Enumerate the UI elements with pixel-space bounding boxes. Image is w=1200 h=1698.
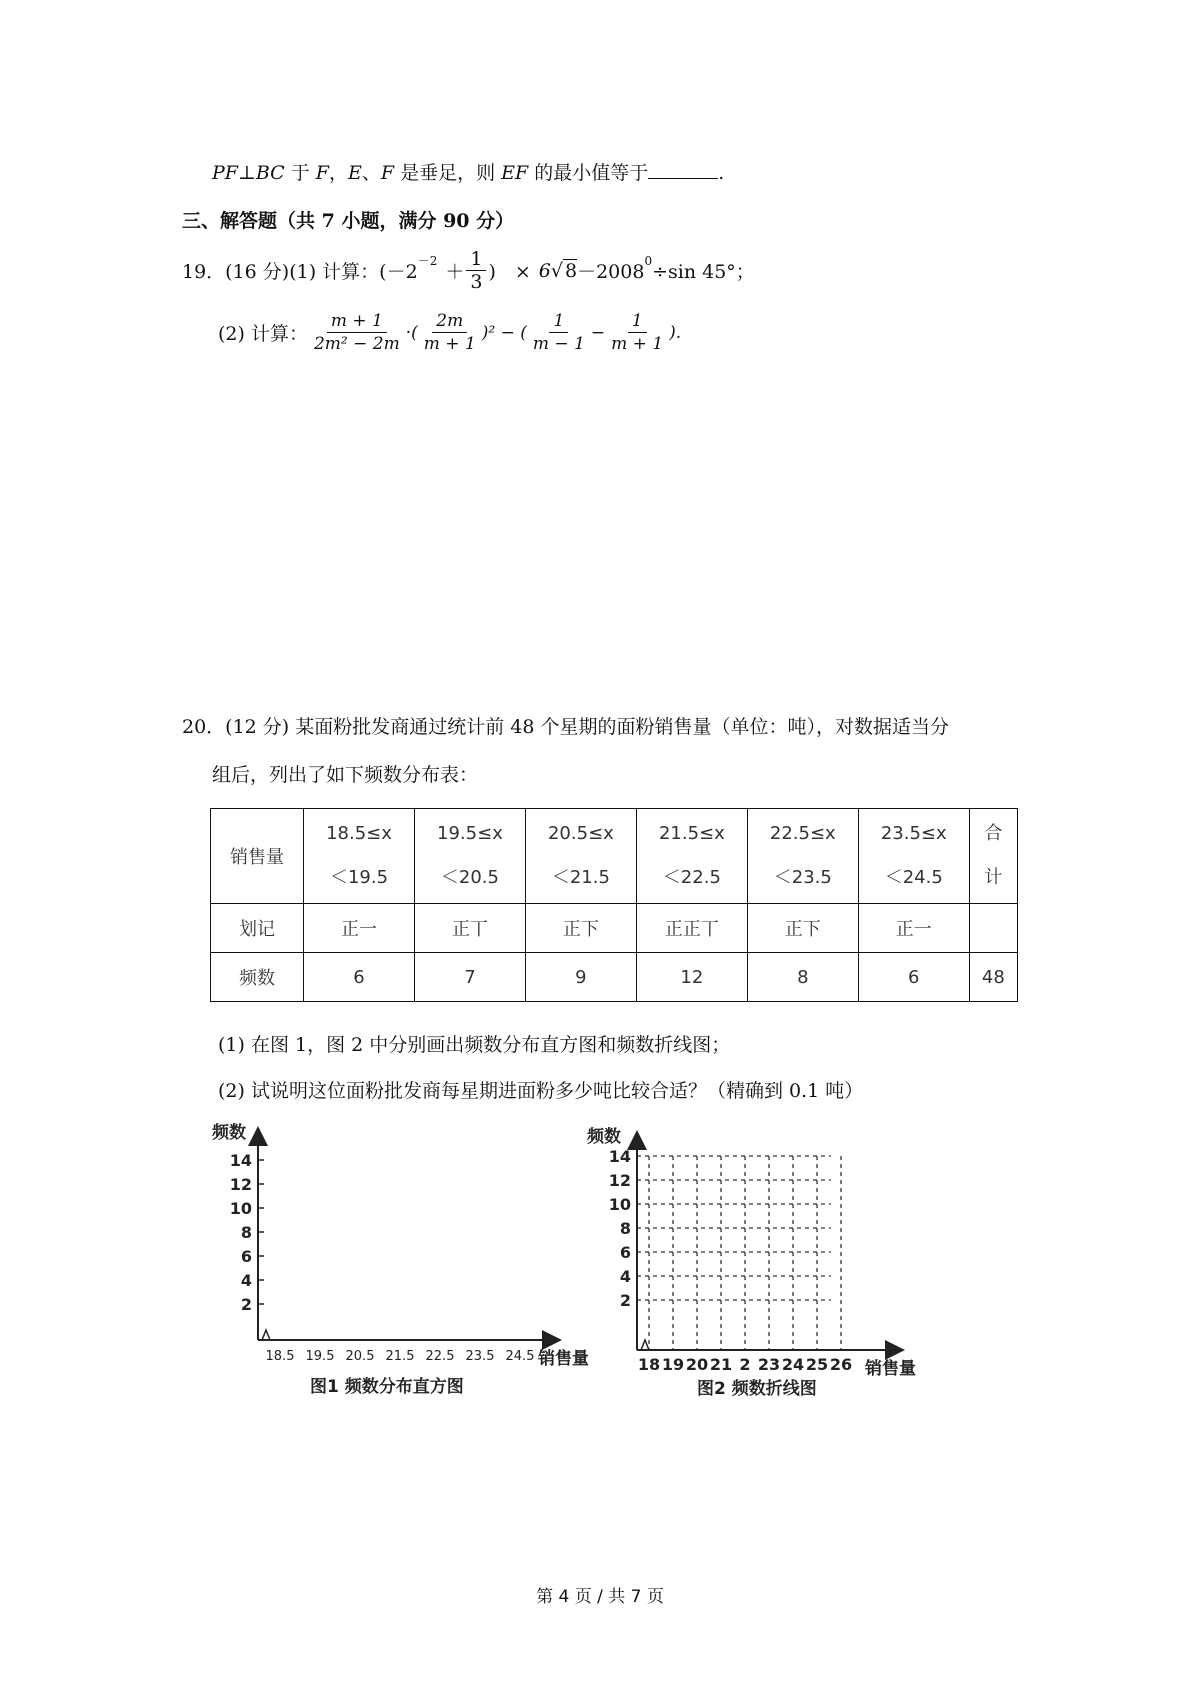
interval-cell xyxy=(858,809,969,904)
freq-cell: 7 xyxy=(414,953,525,1002)
q19-frac-1 xyxy=(310,310,404,355)
y-tick-label: 2 xyxy=(619,1291,631,1310)
y-axis-label: 频数 xyxy=(587,1127,621,1147)
x-tick-label: 23.5 xyxy=(465,1349,495,1364)
fragment-text-2: 是垂足，则 xyxy=(394,162,502,184)
interval-top: 23.5≤x xyxy=(880,823,947,844)
dashed-grid xyxy=(637,1156,841,1350)
fragment-text-1: 于 xyxy=(284,162,316,184)
q19-frac-num: 1 xyxy=(466,248,486,271)
y-tick-label: 6 xyxy=(619,1243,631,1262)
tally-label: 划记 xyxy=(211,904,304,953)
q19-frac-4 xyxy=(607,310,667,355)
y-tick-label: 2 xyxy=(240,1295,252,1314)
table-row xyxy=(211,809,1018,904)
y-tick-label: 4 xyxy=(619,1267,631,1286)
fragment-sep: 、 xyxy=(361,162,381,184)
x-tick-label: 23 xyxy=(757,1355,781,1374)
fragment-f2: F xyxy=(380,162,395,184)
y-tick-label: 10 xyxy=(608,1195,631,1214)
q19-coef: 6 xyxy=(538,259,551,282)
q19-frac-3 xyxy=(529,310,589,355)
x-tick-label: 20.5 xyxy=(345,1349,375,1364)
total-bottom: 计 xyxy=(984,867,1003,888)
q19-frac-2 xyxy=(420,310,480,355)
interval-cell xyxy=(747,809,858,904)
q19-f4-num: 1 xyxy=(628,310,647,333)
y-axis-label: 频数 xyxy=(212,1123,246,1143)
q19-frac-den: 3 xyxy=(470,271,483,293)
x-axis-label: 销售量 xyxy=(865,1359,916,1379)
q19-close-sq: )² − ( xyxy=(481,322,527,343)
interval-bottom: ＜20.5 xyxy=(440,867,499,888)
y-tick-label: 8 xyxy=(619,1219,631,1238)
q19-f1-num: m + 1 xyxy=(327,310,387,333)
q19-f2-den: m + 1 xyxy=(423,334,476,354)
y-tick-label: 4 xyxy=(240,1271,252,1290)
page-footer: 第 4 页 / 共 7 页 xyxy=(536,1587,664,1607)
q19-expr-d: ÷sin 45°； xyxy=(652,261,755,283)
interval-top: 22.5≤x xyxy=(769,823,836,844)
interval-top: 19.5≤x xyxy=(437,823,503,844)
total-cell xyxy=(969,809,1017,904)
frequency-table xyxy=(210,808,1018,1002)
fragment-pf-bc: PF⊥BC xyxy=(212,162,285,184)
q19-end: ). xyxy=(669,322,682,343)
x-tick-label: 22.5 xyxy=(425,1349,455,1364)
q19-part2 xyxy=(218,310,681,355)
x-ticks xyxy=(638,1355,852,1374)
q20-line2: 组后，列出了如下频数分布表： xyxy=(212,764,479,786)
q19-f2-num: 2m xyxy=(432,310,467,333)
q19-dot: ·( xyxy=(405,322,418,343)
interval-bottom: ＜24.5 xyxy=(884,867,943,888)
fragment-end: . xyxy=(718,162,725,184)
figure-caption: 图1 频数分布直方图 xyxy=(310,1377,464,1397)
answer-blank[interactable] xyxy=(648,160,718,179)
interval-cell xyxy=(414,809,525,904)
x-tick-label: 18 xyxy=(637,1355,661,1374)
q19-exp-c: 0 xyxy=(644,253,653,268)
x-tick-label: 24 xyxy=(781,1355,805,1374)
y-tick-label: 12 xyxy=(608,1171,631,1190)
q19-fraction xyxy=(466,248,486,293)
interval-top: 20.5≤x xyxy=(547,823,614,844)
interval-cell xyxy=(304,809,415,904)
x-tick-label: 20 xyxy=(685,1355,709,1374)
q19-part1 xyxy=(182,248,755,293)
axis-break-icon xyxy=(262,1330,270,1340)
tally-cell xyxy=(969,904,1017,953)
total-top: 合 xyxy=(984,823,1003,844)
freq-cell: 6 xyxy=(858,953,969,1002)
tally-cell: 正一 xyxy=(858,904,969,953)
q19-part2-label: (2) 计算： xyxy=(218,323,308,345)
axis-break-icon xyxy=(641,1340,649,1350)
y-tick-label: 14 xyxy=(229,1151,252,1170)
q20-sub2: (2) 试说明这位面粉批发商每星期进面粉多少吨比较合适？（精确到 0.1 吨） xyxy=(218,1080,864,1102)
x-tick-label: 18.5 xyxy=(265,1349,295,1364)
x-tick-label: 19.5 xyxy=(305,1349,335,1364)
fragment-f: F xyxy=(315,162,329,184)
freq-cell: 6 xyxy=(304,953,415,1002)
q19-minus: − xyxy=(590,322,606,343)
q19-plus: ＋ xyxy=(445,261,465,283)
q19-f4-den: m + 1 xyxy=(611,334,664,354)
fragment-comma: ， xyxy=(328,162,348,184)
header-label: 销售量 xyxy=(211,809,304,904)
x-tick-label: 24.5 xyxy=(505,1349,535,1364)
x-tick-label: 21.5 xyxy=(385,1349,415,1364)
figure-caption: 图2 频数折线图 xyxy=(697,1379,817,1399)
figure-2-line-chart[interactable] xyxy=(575,1118,935,1418)
y-tick-label: 10 xyxy=(229,1199,252,1218)
fragment-e: E xyxy=(348,162,362,184)
x-axis-label: 销售量 xyxy=(538,1349,589,1369)
interval-cell xyxy=(636,809,747,904)
x-tick-label: 19 xyxy=(661,1355,685,1374)
q19-f3-num: 1 xyxy=(549,310,568,333)
tally-cell: 正丅 xyxy=(414,904,525,953)
q19-expr-b: ) × xyxy=(488,261,531,283)
q20-line1: 20．(12 分) 某面粉批发商通过统计前 48 个星期的面粉销售量（单位：吨），对数据适当分 xyxy=(182,716,950,738)
y-tick-label: 6 xyxy=(240,1247,252,1266)
y-ticks xyxy=(609,1147,631,1310)
freq-cell: 9 xyxy=(525,953,636,1002)
tally-cell: 正下 xyxy=(525,904,636,953)
interval-bottom: ＜19.5 xyxy=(329,867,389,888)
y-tick-label: 8 xyxy=(240,1223,252,1242)
freq-label: 频数 xyxy=(211,953,304,1002)
tally-cell: 正一 xyxy=(304,904,415,953)
x-tick-label: 26 xyxy=(829,1355,853,1374)
sqrt-icon: √ xyxy=(550,259,563,282)
freq-cell: 8 xyxy=(747,953,858,1002)
q19-expr-a: (－2 xyxy=(379,261,418,283)
q19-f1-den: 2m² − 2m xyxy=(313,334,400,354)
y-tick-label: 14 xyxy=(608,1147,631,1166)
q19-radicand: 8 xyxy=(564,260,578,282)
q19-label: 19．(16 分)(1) 计算： xyxy=(182,261,380,283)
fragment-line xyxy=(212,158,724,185)
x-tick-label: 2 xyxy=(739,1355,751,1374)
fragment-ef: EF xyxy=(501,162,529,184)
tally-cell: 正正丅 xyxy=(636,904,747,953)
fragment-text-3: 的最小值等于 xyxy=(528,162,649,184)
tally-cell: 正下 xyxy=(747,904,858,953)
x-ticks xyxy=(266,1349,535,1364)
q19-exp-a: －2 xyxy=(417,254,438,268)
q19-f3-den: m − 1 xyxy=(532,334,585,354)
interval-bottom: ＜21.5 xyxy=(551,867,610,888)
section-title: 三、解答题（共 7 小题，满分 90 分） xyxy=(182,210,515,232)
q20-sub1: (1) 在图 1，图 2 中分别画出频数分布直方图和频数折线图； xyxy=(218,1034,731,1056)
interval-bottom: ＜22.5 xyxy=(662,867,721,888)
freq-cell: 12 xyxy=(636,953,747,1002)
x-tick-label: 21 xyxy=(709,1355,733,1374)
freq-cell: 48 xyxy=(969,953,1017,1002)
table-row xyxy=(211,904,1018,953)
interval-bottom: ＜23.5 xyxy=(773,867,832,888)
figure-1-histogram[interactable] xyxy=(200,1118,600,1418)
y-tick-label: 12 xyxy=(229,1175,252,1194)
interval-cell xyxy=(525,809,636,904)
x-tick-label: 25 xyxy=(805,1355,829,1374)
interval-top: 21.5≤x xyxy=(658,823,725,844)
table-row xyxy=(211,953,1018,1002)
interval-top: 18.5≤x xyxy=(326,823,392,844)
q19-expr-c: －2008 xyxy=(577,261,645,283)
